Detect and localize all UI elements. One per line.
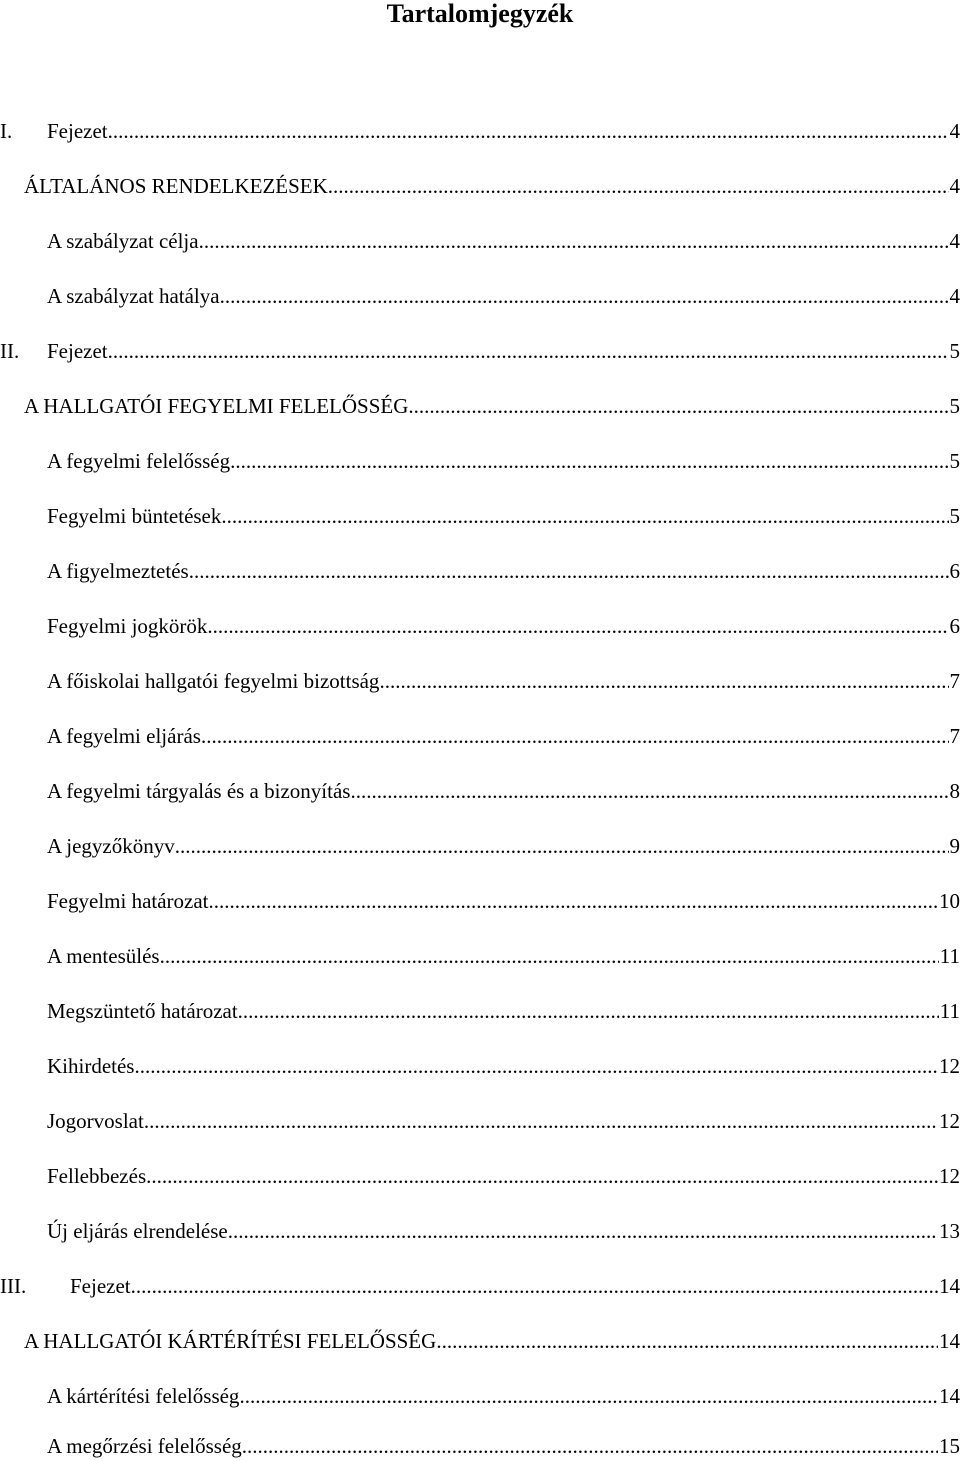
toc-dot-leader bbox=[189, 556, 949, 586]
toc-dot-leader bbox=[242, 1431, 938, 1461]
page-title: Tartalomjegyzék bbox=[0, 0, 960, 32]
toc-entry-page: 12 bbox=[939, 1161, 960, 1191]
toc-entry-subsection[interactable] bbox=[47, 281, 960, 311]
toc-entry-chapter-1[interactable] bbox=[0, 116, 960, 146]
toc-entry-label: A fegyelmi felelősség bbox=[47, 446, 230, 476]
toc-entry-label: A szabályzat hatálya bbox=[47, 281, 220, 311]
toc-dot-leader bbox=[238, 996, 939, 1026]
toc-dot-leader bbox=[239, 1381, 938, 1411]
toc-dot-leader bbox=[328, 171, 949, 201]
toc-entry-page: 7 bbox=[950, 666, 960, 696]
toc-entry-subsection[interactable] bbox=[47, 501, 960, 531]
toc-entry-label: Fegyelmi büntetések bbox=[47, 501, 221, 531]
toc-entry-page: 14 bbox=[939, 1381, 960, 1411]
toc-entry-subsection[interactable] bbox=[47, 446, 960, 476]
toc-entry-page: 4 bbox=[950, 281, 960, 311]
toc-entry-label: Fejezet bbox=[47, 116, 108, 146]
toc-entry-page: 7 bbox=[950, 721, 960, 751]
toc-entry-page: 5 bbox=[950, 446, 960, 476]
toc-entry-label: A kártérítési felelősség bbox=[47, 1381, 239, 1411]
toc-entry-label: A jegyzőkönyv bbox=[47, 831, 175, 861]
toc-dot-leader bbox=[220, 281, 949, 311]
toc-dot-leader bbox=[108, 336, 949, 366]
toc-entry-label: ÁLTALÁNOS RENDELKEZÉSEK bbox=[24, 171, 328, 201]
toc-entry-label: Fegyelmi határozat bbox=[47, 886, 209, 916]
toc-entry-chapter-2[interactable] bbox=[0, 336, 960, 366]
toc-entry-page: 14 bbox=[939, 1326, 960, 1356]
toc-entry-label: A fegyelmi tárgyalás és a bizonyítás bbox=[47, 776, 350, 806]
toc-entry-label: A főiskolai hallgatói fegyelmi bizottság bbox=[47, 666, 379, 696]
toc-dot-leader bbox=[228, 1216, 938, 1246]
toc-entry-label: A mentesülés bbox=[47, 941, 160, 971]
toc-entry-subsection[interactable] bbox=[47, 556, 960, 586]
toc-entry-section[interactable] bbox=[24, 1326, 960, 1356]
toc-entry-page: 11 bbox=[940, 996, 960, 1026]
toc-entry-page: 6 bbox=[950, 611, 960, 641]
toc-entry-page: 4 bbox=[950, 116, 960, 146]
toc-entry-subsection[interactable] bbox=[47, 226, 960, 256]
toc-entry-subsection[interactable] bbox=[47, 831, 960, 861]
toc-entry-subsection[interactable] bbox=[47, 1161, 960, 1191]
toc-entry-label: A HALLGATÓI KÁRTÉRÍTÉSI FELELŐSSÉG bbox=[24, 1326, 436, 1356]
toc-entry-subsection[interactable] bbox=[47, 1216, 960, 1246]
toc-dot-leader bbox=[146, 1161, 938, 1191]
toc-entry-page: 5 bbox=[950, 391, 960, 421]
toc-entry-subsection[interactable] bbox=[47, 1106, 960, 1136]
toc-entry-label: Fejezet bbox=[47, 336, 108, 366]
toc-entry-page: 6 bbox=[950, 556, 960, 586]
toc-entry-subsection[interactable] bbox=[47, 666, 960, 696]
toc-entry-page: 15 bbox=[939, 1431, 960, 1461]
toc-entry-page: 11 bbox=[940, 941, 960, 971]
toc-entry-number: I. bbox=[0, 116, 47, 146]
toc-dot-leader bbox=[350, 776, 948, 806]
toc-dot-leader bbox=[379, 666, 948, 696]
toc-dot-leader bbox=[436, 1326, 938, 1356]
toc-entry-label: A megőrzési felelősség bbox=[47, 1431, 242, 1461]
toc-entry-subsection[interactable] bbox=[47, 611, 960, 641]
toc-entry-page: 5 bbox=[950, 501, 960, 531]
toc-dot-leader bbox=[230, 446, 948, 476]
toc-entry-page: 4 bbox=[950, 226, 960, 256]
toc-entry-page: 9 bbox=[950, 831, 960, 861]
toc-entry-label: Fegyelmi jogkörök bbox=[47, 611, 207, 641]
toc-entry-label: Új eljárás elrendelése bbox=[47, 1216, 228, 1246]
toc-entry-subsection[interactable] bbox=[47, 721, 960, 751]
toc-entry-section[interactable] bbox=[24, 391, 960, 421]
toc-dot-leader bbox=[209, 886, 938, 916]
toc-dot-leader bbox=[131, 1271, 938, 1301]
toc-entry-label: A fegyelmi eljárás bbox=[47, 721, 201, 751]
toc-dot-leader bbox=[207, 611, 948, 641]
toc-entry-subsection[interactable] bbox=[47, 941, 960, 971]
toc-entry-page: 12 bbox=[939, 1106, 960, 1136]
toc-entry-label: A figyelmeztetés bbox=[47, 556, 189, 586]
toc-entry-page: 10 bbox=[939, 886, 960, 916]
toc-entry-section[interactable] bbox=[24, 171, 960, 201]
toc-entry-subsection[interactable] bbox=[47, 1381, 960, 1411]
toc-entry-label: Kihirdetés bbox=[47, 1051, 134, 1081]
toc-entry-label: Megszüntető határozat bbox=[47, 996, 238, 1026]
toc-entry-subsection[interactable] bbox=[47, 776, 960, 806]
toc-dot-leader bbox=[108, 116, 949, 146]
toc-entry-subsection[interactable] bbox=[47, 886, 960, 916]
toc-entry-subsection[interactable] bbox=[47, 1431, 960, 1461]
toc-dot-leader bbox=[160, 941, 939, 971]
toc-entry-page: 12 bbox=[939, 1051, 960, 1081]
toc-dot-leader bbox=[201, 721, 949, 751]
toc-entry-label: Fellebbezés bbox=[47, 1161, 146, 1191]
toc-entry-subsection[interactable] bbox=[47, 1051, 960, 1081]
toc-entry-number: III. bbox=[0, 1271, 70, 1301]
toc-entry-label: A HALLGATÓI FEGYELMI FELELŐSSÉG bbox=[24, 391, 408, 421]
toc-entry-number: II. bbox=[0, 336, 47, 366]
toc-entry-label: Fejezet bbox=[70, 1271, 131, 1301]
toc-entry-page: 8 bbox=[950, 776, 960, 806]
toc-entry-chapter-3[interactable] bbox=[0, 1271, 960, 1301]
toc-entry-subsection[interactable] bbox=[47, 996, 960, 1026]
toc-dot-leader bbox=[144, 1106, 938, 1136]
toc-entry-label: Jogorvoslat bbox=[47, 1106, 144, 1136]
toc-entry-page: 4 bbox=[950, 171, 960, 201]
toc-dot-leader bbox=[408, 391, 948, 421]
toc-dot-leader bbox=[175, 831, 949, 861]
toc-entry-page: 13 bbox=[939, 1216, 960, 1246]
toc-entry-page: 14 bbox=[939, 1271, 960, 1301]
toc-dot-leader bbox=[199, 226, 949, 256]
toc-dot-leader bbox=[134, 1051, 938, 1081]
toc-dot-leader bbox=[221, 501, 948, 531]
toc-entry-label: A szabályzat célja bbox=[47, 226, 199, 256]
toc-entry-page: 5 bbox=[950, 336, 960, 366]
